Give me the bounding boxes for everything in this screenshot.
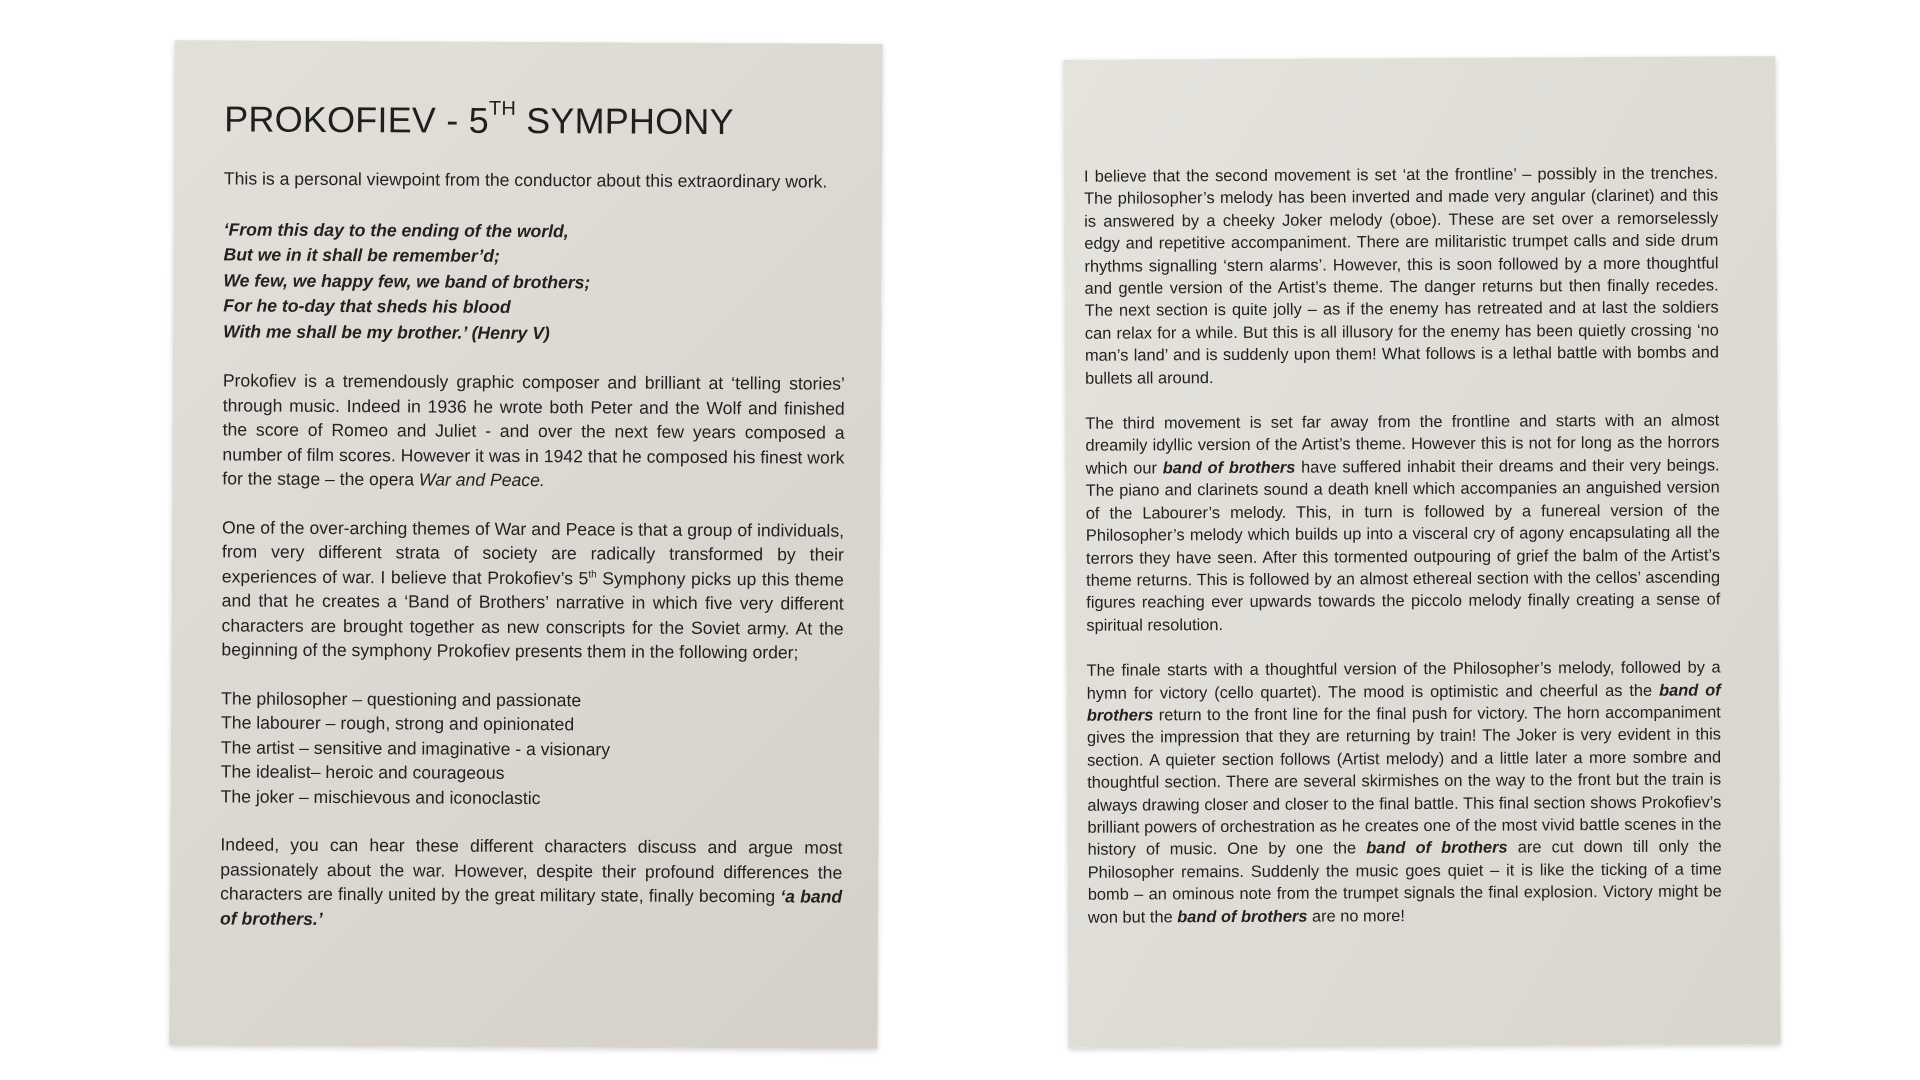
poem-line: ‘From this day to the ending of the world, xyxy=(223,218,569,241)
list-item: The joker – mischievous and iconoclastic xyxy=(220,785,541,808)
title-main: PROKOFIEV - 5 xyxy=(224,98,489,141)
poem-citation: (Henry V) xyxy=(466,322,550,343)
paragraph-finale xyxy=(1087,657,1722,929)
list-item: The idealist– heroic and courageous xyxy=(220,761,505,783)
title-superscript: TH xyxy=(488,97,517,120)
paragraph-composer xyxy=(222,368,845,494)
poem-line: But we in it shall be remember’d; xyxy=(223,244,500,266)
ordinal-superscript: th xyxy=(588,568,597,580)
poem-quote xyxy=(223,217,846,348)
paragraph-text: return to the front line for the final push for victory. The horn accompaniment gives the impression that they are returning by train! The Joker is very evident in this section. A quieter section follows (Artist melody) and a little later a more sombre and thoughtful section. There are several skirmishes on the way to the front but the train is always drawing closer and closer to the final battle. This final section shows Prokofiev’s brilliant powers of orchestration as he creates one of the most vivid battle scenes in the history of music. One by one the xyxy=(1086,703,1722,860)
intro-text: This is a personal viewpoint from the conductor about this extraordinary work. xyxy=(223,168,828,192)
opera-title: War and Peace. xyxy=(418,469,545,491)
character-list xyxy=(221,686,844,812)
emphasis-text: band of brothers xyxy=(1162,458,1296,478)
paragraph-text: One of the over-arching themes of War and Peace is that a group of individuals, from very different strata of society are radically transformed by their experiences of war. I believe that Prokofiev’s 5 xyxy=(221,516,845,588)
list-item: The artist – sensitive and imaginative - a visionary xyxy=(220,736,611,759)
list-item: The philosopher – questioning and passionate xyxy=(221,687,582,710)
poem-line-last xyxy=(223,319,845,348)
paragraph-conclusion xyxy=(220,832,843,933)
poem-line-text: With me shall be my brother.’ xyxy=(223,320,467,343)
poem-line: We few, we happy few, we band of brothers; xyxy=(223,269,591,292)
title-rest: SYMPHONY xyxy=(515,99,734,143)
emphasis-text: band of brothers xyxy=(1366,838,1508,858)
poem-line: For he to-day that sheds his blood xyxy=(223,295,511,317)
paragraph-text: The third movement is set far away from the frontline and starts with an almost dreamily idyllic version of the Artist’s theme. However this is not for long as the horrors which our xyxy=(1085,411,1720,478)
paragraph-text: are cut down till only the Philosopher remains. Suddenly the music goes quiet – it is like the ticking of a time bomb – an ominous note from the trumpet signals the final explosion. Victory might be won but the xyxy=(1087,837,1722,927)
paragraph-text: are no more! xyxy=(1307,906,1405,926)
paragraph-text: Prokofiev is a tremendously graphic composer and brilliant at ‘telling stories’ through music. Indeed in 1936 he wrote both Peter and the Wolf and finished the score of Romeo and Juliet - and over the next few years composed a number of film scores. However it was in 1942 that he composed his finest work for the stage – the opera xyxy=(222,370,845,490)
emphasis-text: band of brothers xyxy=(1177,907,1308,926)
paragraph-text: have suffered inhabit their dreams and their very beings. The piano and clarinets sound a death knell which accompanies an anguished version of the Labourer’s melody. This, in turn is followed by a funereal version of the Philosopher’s melody which builds up into a visceral cry of agony encapsulating all the terrors they have seen. After this tormented outpouring of grief the balm of the Artist’s theme returns. This is followed by an almost ethereal section with the cellos’ ascending figures reaching ever upwards towards the piccolo melody finally creating a sense of spiritual resolution. xyxy=(1085,456,1721,635)
emphasis-text: band of brothers xyxy=(1086,680,1721,725)
paragraph-second-movement: I believe that the second movement is set ‘at the frontline’ – possibly in the trenches. The philosopher’s melody has been inverted and made very angular (clarinet) and this is answered by a cheeky Joker melody (oboe). These are set over a remorselessly edgy and repetitive accompaniment. There are militaristic trumpet calls and side drum rhythms signalling ‘stern alarms’. However, this is soon followed by a more thoughtful and gentle version of the Artist’s theme. The danger returns but then finally recedes. The next section is quite jolly – as if the enemy has retreated and at last the soldiers can relax for a while. But this is all illusory for the enemy has been quietly crossing ‘no man’s land’ and is suddenly upon them! What follows is a lethal battle with bombs and bullets all around. xyxy=(1083,164,1720,388)
left-page xyxy=(169,40,882,1049)
paragraph-themes xyxy=(221,515,844,665)
page-title xyxy=(224,98,846,143)
list-item: The labourer – rough, strong and opinionated xyxy=(221,712,575,735)
paragraph-text: Symphony picks up this theme and that he creates a ‘Band of Brothers’ narrative in which five very different characters are brought together as new conscripts for the Soviet army. At the beginning of the symphony Prokofiev presents them in the following order; xyxy=(221,567,844,663)
paragraph-text: Indeed, you can hear these different characters discuss and argue most passionately about the war. However, despite their profound differences the characters are finally united by the great military state, finally becoming xyxy=(220,834,843,907)
emphasis-text: ‘a band of brothers.’ xyxy=(219,886,843,929)
paragraph-text: The finale starts with a thoughtful version of the Philosopher’s melody, followed by a hymn for victory (cello quartet). The mood is optimistic and cheerful as the xyxy=(1086,658,1721,703)
right-page xyxy=(1063,56,1780,1048)
paragraph-third-movement xyxy=(1085,410,1720,637)
